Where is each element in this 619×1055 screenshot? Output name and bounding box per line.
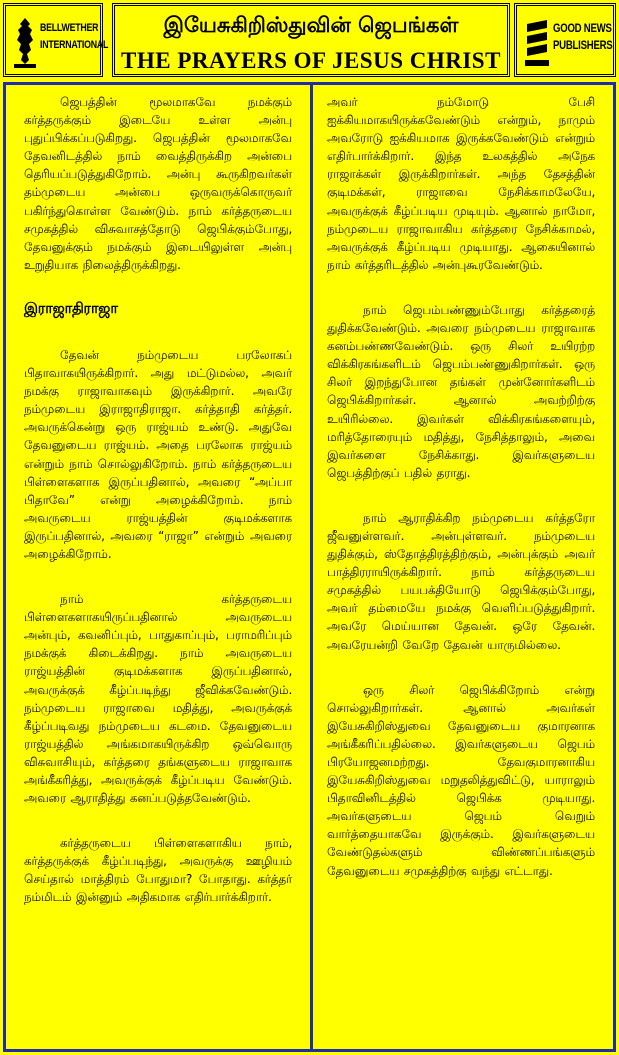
paragraph: ஜெபத்தின் மூலமாகவே நமக்கும் கர்த்தருக்கும் இடையே உள்ள அன்பு புதுப்பிக்கப்படுகிறது. ஜெபத்தின் மூலமாகவே தேவனிடத்தில் நாம் வைத்திருக்கிற அன்பை தெரியப்படுத்துகிறோம். அன்பு கூருகிறவர்கள் தம்முடைய அன்பை ஒருவருக்கொருவர் பகிர்ந்துகொள்ள வேண்டும். நாம் கர்த்தருடைய சமுகத்தில் விசுவாசத்தோடு ஜெபிக்கும்போது, தேவனுக்கும் நமக்கும் இடையிலுள்ள அன்பு உறுதியாக நிலைத்திருக்கிறது. <box>24 95 292 272</box>
section-heading: இராஜாதிராஜா <box>24 300 118 317</box>
bellwether-logo-text <box>40 20 108 54</box>
good-news-logo <box>514 3 616 77</box>
paragraph: நாம் ஆராதிக்கிற நம்முடைய கர்த்தரோ ஜீவனுள்ளவர். அன்புள்ளவர். நம்முடைய துதிக்கும், ஸ்தோத்திரத்திற்கும், அன்புக்கும் அவர் பாத்திரராயிருக்கிறார். நாம் கர்த்தருடைய சமுகத்தில் பயபக்தியோடு ஜெபிக்கும்போது, அவர் தம்மையே நமக்கு வெளிப்படுத்துகிறார். அவரே மெய்யான தேவன். ஒரே தேவன். அவரேயன்றி வேறே தேவன் யாருமில்லை. <box>327 510 595 652</box>
paragraph: ஒரு சிலர் ஜெபிக்கிறோம் என்று சொல்லுகிறார்கள். ஆனால் அவர்கள் இயேசுகிறிஸ்துவை தேவனுடைய குமாரனாக அங்கீகரிப்பதில்லை. இவர்களுடைய ஜெபம் பிரயோஜனமற்றது. தேவகுமாரனாகிய இயேசுகிறிஸ்துவை மறுதலித்துவிட்டு, யாராலும் பிதாவினிடத்தில் ஜெபிக்க முடியாது. அவர்களுடைய ஜெபம் வெறும் வார்த்தையாகவே இருக்கும். இவர்களுடைய வேண்டுதல்களும் விண்ணப்பங்களும் தேவனுடைய சமுகத்திற்கு வந்து எட்டாது. <box>327 682 595 878</box>
good-news-logo-text <box>553 20 612 54</box>
title-english: THE PRAYERS OF JESUS CHRIST <box>121 48 501 73</box>
title-box <box>112 3 510 77</box>
title-tamil: இயேசுகிறிஸ்துவின் ஜெபங்கள் <box>163 13 459 37</box>
left-column <box>6 85 310 1049</box>
paragraph: தேவன் நம்முடைய பரலோகப் பிதாவாகயிருக்கிறார். அது மட்டுமல்ல, அவர் நமக்கு ராஜாவாகவும் இருக்கிறார். அவரே நம்முடைய இராஜாதிராஜா. கர்த்தாதி கர்த்தர். அவருக்கென்று ஒரு ராஜ்யம் உண்டு. அதுவே தேவனுடைய ராஜ்யம். அதை பரலோக ராஜ்யம் என்றும் நாம் சொல்லுகிறோம். நாம் கர்த்தருடைய பிள்ளைகளாக இருப்பதினால், அவரை “அப்பா பிதாவே” என்று அழைக்கிறோம். நாம் அவருடைய ராஜ்யத்தின் குடிமக்களாக இருப்பதினால், அவரை “ராஜா” என்றும் அவரை அழைக்கிறோம். <box>24 347 292 561</box>
paragraph: அவர் நம்மோடு பேசி ஐக்கியமாகயிருக்கவேண்டும் என்றும், நாமும் அவரோடு ஐக்கியமாக இருக்கவேண்டும் என்றும் எதிர்பார்க்கிறார். இந்த உலகத்தில் அநேக ராஜாக்கள் இருக்கிறார்கள். அந்த தேசத்தின் குடிமக்கள், ராஜாவை நேசிக்காமலேயே, அவருக்குக் கீழ்ப்படிய முடியும். ஆனால் நாமோ, நம்முடைய ராஜாவாகிய கர்த்தரை நேசிக்காமல், அவருக்குக் கீழ்ப்படிய முடியாது. ஆகையினால் நாம் கர்த்தரிடத்தில் அன்புகூரவேண்டும். <box>327 95 595 272</box>
paragraph: கர்த்தருடைய பிள்ளைகளாகிய நாம், கர்த்தருக்குக் கீழ்ப்படிந்து, அவருக்கு ஊழியம் செய்தால் மாத்திரம் போதுமா? போதாது. கர்த்தர் நம்மிடம் இன்னும் அதிகமாக எதிர்பார்க்கிறார். <box>24 836 292 905</box>
logo-text-line-1: BELLWETHER <box>40 22 99 34</box>
paragraph: நாம் கர்த்தருடைய பிள்ளைகளாகயிருப்பதினால் அவருடைய அன்பும், கவனிப்பும், பாதுகாப்பும், பராமரிப்பும் நமக்குக் கிடைக்கிறது. நாம் அவருடைய ராஜ்யத்தின் குடிமக்களாக இருப்பதினால், அவருக்குக் கீழ்ப்படிந்து ஜீவிக்கவேண்டும். நம்முடைய ராஜாவை மதித்து, அவருக்குக் கீழ்ப்படிவது நம்முடைய கடமை. தேவனுடைய ராஜ்யத்தில் அங்கமாகயிருக்கிற ஒவ்வொரு விசுவாசியும், கர்த்தரை தங்களுடைய ராஜாவாக அங்கீகரித்து, அவருக்குக் கீழ்ப்படிய வேண்டும். அவரை ஆராதித்து கனப்படுத்தவேண்டும். <box>24 592 292 806</box>
logo-text-line-2: PUBLISHERS <box>553 38 613 52</box>
content-frame <box>3 82 616 1052</box>
logo-text-line-1: GOOD NEWS <box>553 21 612 35</box>
right-column <box>313 85 613 1049</box>
paragraph: நாம் ஜெபம்பண்ணும்போது கர்த்தரைத் துதிக்கவேண்டும். அவரை நம்முடைய ராஜாவாக கனம்பண்ணவேண்டும். ஒரு சிலர் உயிரற்ற விக்கிரகங்களிடம் ஜெபம்பண்ணுகிறார்கள். ஒரு சிலர் இறந்துபோன தங்கள் முன்னோர்களிடம் ஜெபிக்கிறார்கள். ஆனால் அவற்றிற்கு உயிரில்லை. இவர்கள் விக்கிரகங்களையும், மரித்தோரையும் மதித்து, நேசித்தாலும், அவை இவர்களை நேசிக்காது. இவர்களுடைய ஜெபத்திற்குப் பதில் தராது. <box>327 302 595 480</box>
bellwether-ram-icon <box>12 16 38 70</box>
bellwether-logo <box>3 3 109 77</box>
header <box>0 0 619 80</box>
book-stack-icon <box>523 16 551 70</box>
logo-text-line-2: INTERNATIONAL <box>40 39 109 51</box>
